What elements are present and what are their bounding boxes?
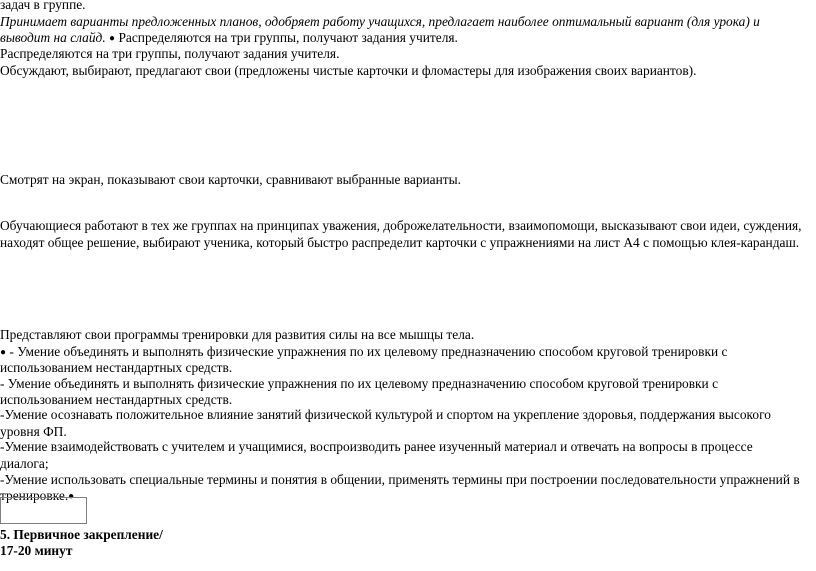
bullet-icon: ● xyxy=(68,491,75,502)
text-line-skill-4: -Умение взаимодействовать с учителем и учащимися, воспроизводить ранее изученный материал и отвечать на вопросы в процессе xyxy=(0,439,753,454)
section-duration: 17-20 минут xyxy=(0,543,73,558)
text-groups: Распределяются на три группы, получают задания учителя. xyxy=(118,30,458,45)
text-line-skill-4-cont: диалога; xyxy=(0,456,49,471)
text-line-discuss-choose: Обсуждают, выбирают, предлагают свои (предложены чистые карточки и фломастеры для изображения своих вариантов). xyxy=(0,63,697,78)
bullet-icon: ● xyxy=(109,33,116,44)
text-skill-1: - Умение объединять и выполнять физические упражнения по их целевому предназначению способом круговой тренировки с xyxy=(6,344,728,359)
text-line-look-at-screen: Смотрят на экран, показывают свои карточки, сравнивают выбранные варианты. xyxy=(0,172,461,187)
text-line-tasks-in-group: задач в группе. xyxy=(0,0,86,12)
text-line-skill-2: - Умение объединять и выполнять физические упражнения по их целевому предназначению способом круговой тренировки с xyxy=(0,376,719,391)
text-line-skill-1 xyxy=(0,344,727,361)
empty-table-cell xyxy=(0,497,87,524)
text-line-skill-5: -Умение использовать специальные термины и понятия в общении, применять термины при построении последовательности упражнений в xyxy=(0,472,800,487)
text-line-skill-3-cont: уровня ФП. xyxy=(0,424,67,439)
text-training: тренировке. xyxy=(0,488,69,503)
text-line-skill-1-cont: использованием нестандартных средств. xyxy=(0,360,233,375)
text-line-slide-and-groups xyxy=(0,30,458,47)
text-line-teacher-accepts-plans: Принимает варианты предложенных планов, одобряет работу учащихся, предлагает наиболее оптимальный вариант (для урока) и xyxy=(0,14,760,29)
text-line-students-work: Обучающиеся работают в тех же группах на принципах уважения, доброжелательности, взаимопомощи, высказывают свои идеи, суждения, xyxy=(0,218,802,233)
text-line-common-decision: находят общее решение, выбирают ученика, который быстро распределит карточки с упражнениями на лист А4 с помощью клея-карандаш. xyxy=(0,235,800,250)
text-slide-italic: выводит на слайд. xyxy=(0,30,106,45)
text-line-skill-3: -Умение осознавать положительное влияние занятий физической культурой и спортом на укрепление здоровья, поддержания высокого xyxy=(0,407,771,422)
text-line-groups: Распределяются на три группы, получают задания учителя. xyxy=(0,46,340,61)
text-line-present-programs: Представляют свои программы тренировки для развития силы на все мышцы тела. xyxy=(0,327,475,342)
section-heading: 5. Первичное закрепление/ xyxy=(0,527,163,542)
text-line-skill-2-cont: использованием нестандартных средств. xyxy=(0,392,233,407)
bullet-icon: ● xyxy=(0,347,7,358)
